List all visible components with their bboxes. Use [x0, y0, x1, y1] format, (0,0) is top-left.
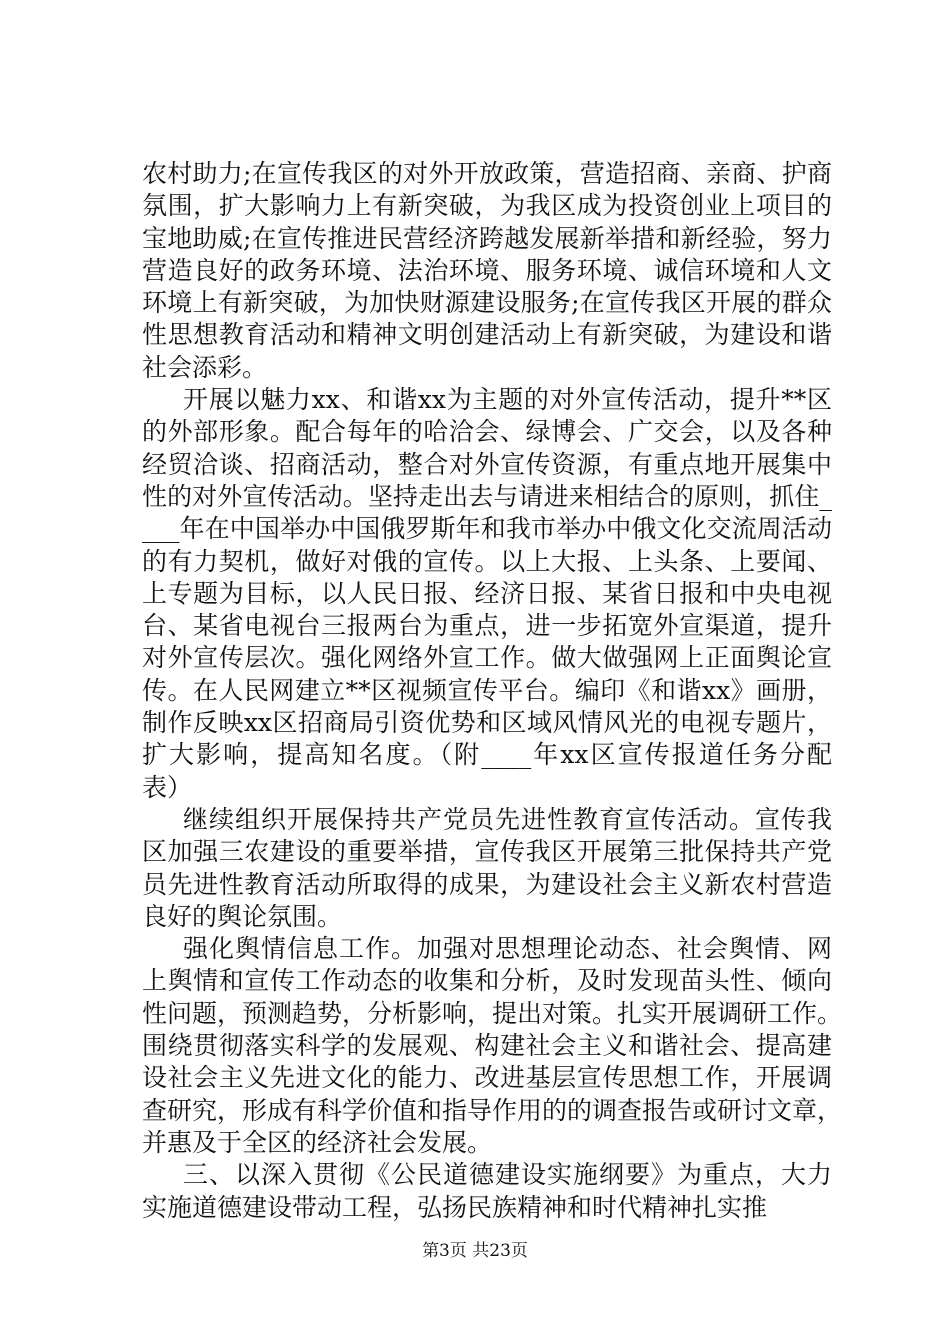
text-line: 区加强三农建设的重要举措，宣传我区开展第三批保持共产党: [142, 837, 832, 867]
text-line: 的外部形象。配合每年的哈洽会、绿博会、广交会，以及各种: [142, 417, 832, 447]
text-line: 查研究，形成有科学价值和指导作用的的调查报告或研讨文章，: [142, 1095, 843, 1125]
text-line: 员先进性教育活动所取得的成果，为建设社会主义新农村营造: [142, 869, 832, 899]
text-line: 性思想教育活动和精神文明创建活动上有新突破，为建设和谐: [142, 320, 832, 350]
text-line: 三、以深入贯彻《公民道德建设实施纲要》为重点，大力: [183, 1160, 832, 1190]
text-line: 并惠及于全区的经济社会发展。: [142, 1127, 493, 1157]
text-line: 环境上有新突破，为加快财源建设服务;在宣传我区开展的群众: [142, 288, 832, 318]
text-line: 经贸洽谈、招商活动，整合对外宣传资源，有重点地开展集中: [142, 449, 832, 479]
text-line: 扩大影响，提高知名度。（附____年xx区宣传报道任务分配: [142, 740, 832, 770]
paragraph: [142, 1159, 832, 1224]
text-line: 对外宣传层次。强化网络外宣工作。做大做强网上正面舆论宣: [142, 643, 832, 673]
text-line: 的有力契机，做好对俄的宣传。以上大报、上头条、上要闻、: [142, 546, 832, 576]
text-line: 围绕贯彻落实科学的发展观、构建社会主义和谐社会、提高建: [142, 1031, 832, 1061]
text-line: 上舆情和宣传工作动态的收集和分析，及时发现苗头性、倾向: [142, 966, 832, 996]
text-line: 传。在人民网建立**区视频宣传平台。编印《和谐xx》画册，: [142, 675, 832, 705]
document-body: [142, 158, 843, 1224]
paragraph: [142, 158, 832, 384]
text-line: 开展以魅力xx、和谐xx为主题的对外宣传活动，提升**区: [183, 385, 832, 415]
text-line: 农村助力;在宣传我区的对外开放政策，营造招商、亲商、护商: [142, 159, 832, 188]
text-line: 社会添彩。: [142, 352, 268, 382]
page-footer: 第3页 共23页: [422, 1241, 528, 1261]
text-line: 上专题为目标，以人民日报、经济日报、某省日报和中央电视: [142, 578, 832, 608]
text-line: 强化舆情信息工作。加强对思想理论动态、社会舆情、网: [183, 934, 832, 964]
text-line: 继续组织开展保持共产党员先进性教育宣传活动。宣传我: [183, 804, 832, 834]
text-line: ___年在中国举办中国俄罗斯年和我市举办中俄文化交流周活动: [142, 514, 832, 544]
text-line: 良好的舆论氛围。: [142, 901, 343, 931]
text-line: 台、某省电视台三报两台为重点，进一步拓宽外宣渠道，提升: [142, 611, 832, 641]
text-line: 表）: [142, 772, 193, 802]
paragraph: [142, 384, 832, 804]
paragraph: [142, 933, 843, 1159]
text-line: 氛围，扩大影响力上有新突破，为我区成为投资创业上项目的: [142, 191, 832, 221]
text-line: 营造良好的政务环境、法治环境、服务环境、诚信环境和人文: [142, 255, 832, 285]
text-line: 宝地助威;在宣传推进民营经济跨越发展新举措和新经验，努力: [142, 223, 832, 253]
text-line: 实施道德建设带动工程，弘扬民族精神和时代精神扎实推: [142, 1192, 768, 1222]
text-line: 性的对外宣传活动。坚持走出去与请进来相结合的原则，抓住_: [142, 481, 832, 511]
text-line: 制作反映xx区招商局引资优势和区域风情风光的电视专题片，: [142, 708, 832, 738]
paragraph: [142, 804, 832, 933]
text-line: 设社会主义先进文化的能力、改进基层宣传思想工作，开展调: [142, 1063, 832, 1093]
text-line: 性问题，预测趋势，分析影响，提出对策。扎实开展调研工作。: [142, 998, 843, 1028]
